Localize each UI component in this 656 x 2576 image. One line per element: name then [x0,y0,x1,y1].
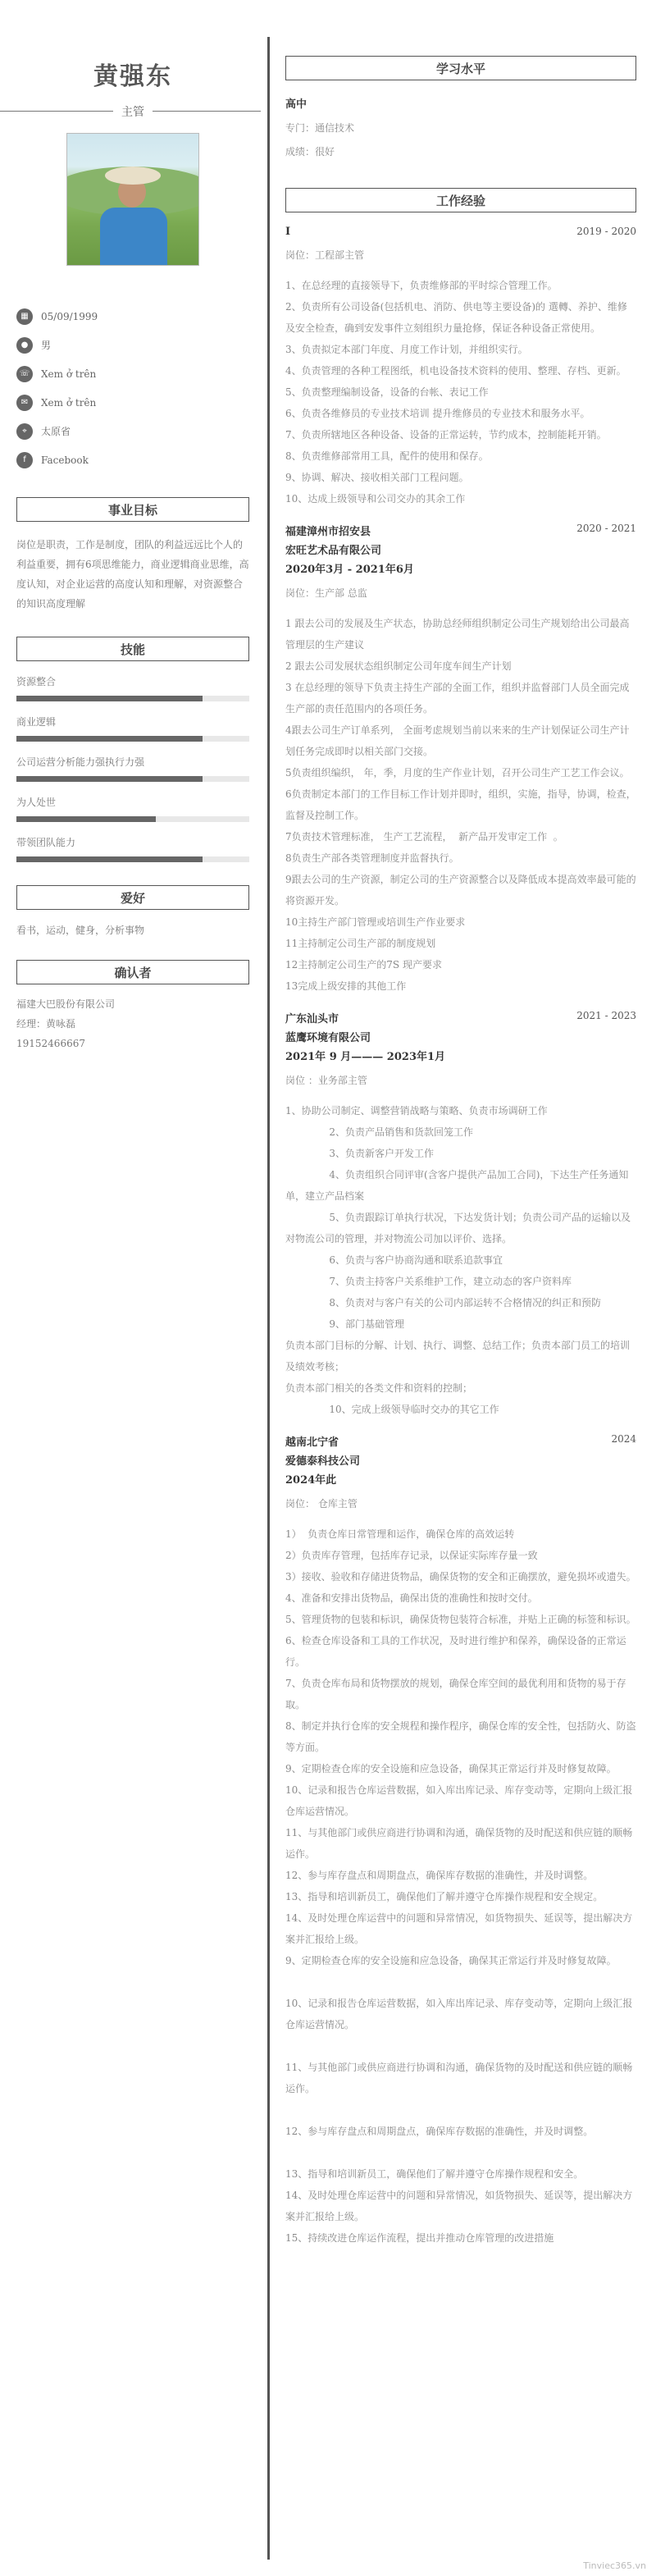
calendar-icon: ▦ [16,308,33,325]
reference-phone: 19152466667 [16,1038,85,1049]
skill-label: 商业逻辑 [16,716,57,728]
experience-title: 工作经验 [285,188,636,212]
hobbies-text: 看书，运动，健身，分析事物 [16,925,145,936]
job-period: 2020年3月 - 2021年6月 [285,564,414,576]
job-duty-line: 2 跟去公司发展状态组织制定公司年度车间生产计划 [285,660,512,672]
contact-value: Xem ở trên [41,368,97,380]
job-duty-line: 10、记录和报告仓库运营数据，如入库出库记录、库存变动等，定期向上级汇报仓库运营情况。 [285,1784,633,1817]
job-position: 岗位：工程部主管 [285,249,365,261]
job-duty-line: 4、负责组织合同评审(含客户提供产品加工合同)，下达生产任务通知单，建立产品档案 [285,1169,629,1202]
candidate-name: 黄强东 [93,62,172,91]
job-duty-line: 6负责制定本部门的工作目标工作计划并即时，组织，实施，指导，协调，检查，监督及控制工作。 [285,788,636,821]
job-duty-line: 9、定期检查仓库的安全设施和应急设备，确保其正常运行并及时修复故障。 [285,1955,617,1966]
skill-bar-fill [16,856,203,862]
education-title: 学习水平 [285,56,636,80]
contact-item [16,388,249,417]
gender-icon: ● [16,337,33,354]
job-duty-line: 7、负责所辖地区各种设备、设备的正常运转，节约成本，控制能耗开销。 [285,429,607,441]
skill-item [16,674,249,701]
skill-bar-fill [16,696,203,701]
job-dates: 2021 - 2023 [576,1010,636,1021]
job-duty-line: 5负责组织编织， 年，季，月度的生产作业计划，召开公司生产工艺工作会议。 [285,767,630,779]
job-location: 越南北宁省 [285,1436,339,1449]
job-duty-line: 1、协助公司制定、调整营销战略与策略、负责市场调研工作 [285,1105,548,1117]
job-duty-line: 12、参与库存盘点和周期盘点，确保库存数据的准确性，并及时调整。 [285,1870,594,1881]
job-position: 岗位：生产部 总监 [285,587,367,599]
job-duty-line: 2、负责产品销售和货款回笼工作 [285,1126,474,1138]
experience-list [285,226,636,2249]
job-period: 2021年 9 月——— 2023年1月 [285,1051,446,1063]
job-location: 广东汕头市 [285,1013,339,1025]
candidate-role: 主管 [113,103,153,120]
job-dates: 2024 [611,1433,636,1445]
avatar [66,133,199,266]
skill-bar [16,736,249,742]
email-icon: ✉ [16,395,33,411]
skill-bar-fill [16,776,203,782]
job-header [285,1010,636,1025]
skills-list [16,674,249,862]
job-company: 蓝鹰环境有限公司 [285,1032,371,1044]
objective-text: 岗位是职责，工作是制度，团队的利益远远比个人的利益重要，拥有6项思维能力，商业逻辑商业思维，高度认知，对企业运营的高度认知和理解，对资源整合的知识高度理解 [16,539,249,610]
skill-bar [16,856,249,862]
phone-icon: ☏ [16,366,33,382]
skill-item [16,755,249,782]
skill-label: 公司运营分析能力强执行力强 [16,756,145,768]
job-duty-line [285,1971,636,1993]
left-column [0,0,261,1053]
hobbies-title: 爱好 [16,885,249,910]
skills-title: 技能 [16,637,249,661]
job-duty-line: 9、部门基础管理 [285,1318,405,1330]
job-location: 福建漳州市招安县 [285,526,371,538]
right-column [285,0,636,2249]
reference-manager: 经理：黄咏磊 [16,1018,76,1030]
job-duty-line: 7、负责仓库布局和货物摆放的规划，确保仓库空间的最优利用和货物的易于存取。 [285,1678,626,1710]
job-duty-line: 7、负责主持客户关系维护工作，建立动态的客户资料库 [285,1276,572,1287]
job-duty-line: 9、定期检查仓库的安全设施和应急设备，确保其正常运行并及时修复故障。 [285,1763,617,1774]
job-duty-line: 10、完成上级领导临时交办的其它工作 [285,1404,499,1415]
job-period: 2024年此 [285,1474,337,1487]
job-header [285,226,636,238]
reference-title: 确认者 [16,960,249,984]
skill-bar [16,696,249,701]
job-duty-line: 3）接收、验收和存储进货物品，确保货物的安全和正确摆放，避免损坏或遗失。 [285,1571,636,1583]
job-duty-line: 9跟去公司的生产资源，制定公司的生产资源整合以及降低成本提高效率最可能的将资源开发。 [285,874,636,907]
job-duty-line: 11主持制定公司生产部的制度规划 [285,938,436,949]
job-description [285,613,636,997]
job-duty-line [285,2142,636,2163]
contact-value: Facebook [41,454,89,466]
job-duty-line: 15、持续改进仓库运作流程，提出并推动仓库管理的改进措施 [285,2232,554,2244]
job-duty-line: 10、记录和报告仓库运营数据，如入库出库记录、库存变动等，定期向上级汇报仓库运营情况。 [285,1998,633,2030]
education-major: 专门：通信技术 [285,122,355,134]
contact-item [16,417,249,445]
job-position: 岗位： 仓库主管 [285,1498,358,1510]
skill-label: 为人处世 [16,797,57,808]
job-duty-line: 负责本部门相关的各类文件和资料的控制； [285,1382,473,1394]
job-duty-line: 8负责生产部各类管理制度并监督执行。 [285,852,459,864]
job-duty-line: 1 跟去公司的发展及生产状态，协助总经师组织制定公司生产规划给出公司最高管理层的生产建议 [285,618,630,651]
job-duty-line: 7负责技术管理标准， 生产工艺流程， 新产品开发审定工作 。 [285,831,563,843]
job-duty-line: 12、参与库存盘点和周期盘点，确保库存数据的准确性，并及时调整。 [285,2126,594,2137]
skill-bar [16,816,249,822]
job-duty-line: 8、负责对与客户有关的公司内部运转不合格情况的纠正和预防 [285,1297,602,1309]
job-duty-line: 9、协调、解决、接收相关部门工程问题。 [285,472,469,483]
avatar-body [100,208,167,266]
job-duty-line: 11、与其他部门或供应商进行协调和沟通，确保货物的及时配送和供应链的顺畅运作。 [285,2062,633,2094]
contact-item [16,359,249,388]
job-company: 爱德泰科技公司 [285,1455,361,1468]
reference-company: 福建大巴股份有限公司 [16,998,116,1010]
column-divider [267,37,270,2560]
job-duty-line: 3 在总经理的领导下负责主持生产部的全面工作，组织并监督部门人员全面完成生产部的责任范围内的各项任务。 [285,682,630,715]
job-position: 岗位 ：业务部主管 [285,1075,367,1086]
job-company: 宏旺艺术品有限公司 [285,545,382,557]
avatar-hat [105,167,161,185]
job-description [285,1523,636,2249]
job-duty-line: 6、检查仓库设备和工具的工作状况，及时进行维护和保养，确保设备的正常运行。 [285,1635,626,1668]
contact-item [16,302,249,331]
job-duty-line: 6、负责与客户协商沟通和联系追款事宜 [285,1254,503,1266]
job-description [285,275,636,509]
contact-item [16,445,249,474]
contact-list [16,302,249,474]
objective-title: 事业目标 [16,497,249,522]
job-duty-line: 8、负责维修部常用工具，配件的使用和保存。 [285,450,489,462]
skill-bar-fill [16,816,156,822]
contact-item [16,331,249,359]
job-duty-line: 2、负责所有公司设备(包括机电、消防、供电等主要设备)的 選轉、养护、维修及安全检查，确到安发事件立刻组织力量抢修，保证各种设备正常使用。 [285,301,627,334]
contact-value: Xem ở trên [41,396,97,409]
job-duty-line: 11、与其他部门或供应商进行协调和沟通，确保货物的及时配送和供应链的顺畅运作。 [285,1827,633,1860]
job-duty-line: 3、负责拟定本部门年度、月度工作计划，并组织实行。 [285,344,528,355]
job-header [285,523,636,538]
job-duty-line: 14、及时处理仓库运营中的问题和异常情况，如货物损失、延误等，提出解决方案并汇报给上级。 [285,1912,633,1945]
skill-item [16,835,249,862]
job-duty-line: 12主持制定公司生产的7S 现产要求 [285,959,442,971]
job-duty-line: 5、负责跟踪订单执行状况，下达发货计划；负责公司产品的运输以及对物流公司的管理，并对物流公司加以评价、选择。 [285,1212,631,1245]
job-duty-line: 14、及时处理仓库运营中的问题和异常情况，如货物损失、延误等，提出解决方案并汇报给上级。 [285,2190,633,2222]
skill-item [16,795,249,822]
skill-item [16,715,249,742]
job-description [285,1100,636,1420]
education-school: 高中 [285,98,308,111]
job-duty-line: 4、准备和安排出货物品，确保出货的准确性和按时交付。 [285,1592,538,1604]
job-duty-line: 13、指导和培训新员工，确保他们了解并遵守仓库操作规程和安全规定。 [285,1891,604,1902]
skill-label: 资源整合 [16,676,57,687]
skill-bar [16,776,249,782]
skill-label: 带领团队能力 [16,837,76,848]
contact-value: 男 [41,340,52,351]
education-grade: 成绩：很好 [285,146,335,158]
job-duty-line: 负责本部门目标的分解、计划、执行、调整、总结工作；负责本部门员工的培训及绩效考核； [285,1340,631,1372]
job-duty-line [285,2099,636,2121]
job-duty-line: 8、制定并执行仓库的安全规程和操作程序，确保仓库的安全性，包括防火、防盗等方面。 [285,1720,636,1753]
contact-value: 太原省 [41,426,71,437]
job-duty-line: 13完成上级安排的其他工作 [285,980,407,992]
facebook-icon: f [16,452,33,468]
job-duty-line: 1） 负责仓库日常管理和运作，确保仓库的高效运转 [285,1528,515,1540]
reference-block [16,994,249,1053]
watermark: Tinviec365.vn [583,2560,646,2571]
job-duty-line: 3、负责新客户开发工作 [285,1148,435,1159]
job-location: I [285,226,291,238]
role-line [16,103,249,119]
job-dates: 2020 - 2021 [576,523,636,534]
job-duty-line: 2）负责库存管理，包括库存记录，以保证实际库存量一致 [285,1550,538,1561]
job-duty-line: 13、指导和培训新员工，确保他们了解并遵守仓库操作规程和安全。 [285,2168,584,2180]
skill-bar-fill [16,736,203,742]
location-icon: ⌖ [16,423,33,440]
job-duty-line: 6、负责各维修员的专业技术培训 提升维修员的专业技术和服务水平。 [285,408,590,419]
job-header [285,1433,636,1449]
contact-value: 05/09/1999 [41,310,98,322]
job-duty-line: 5、负责整理编制设备，设备的台帐、表记工作 [285,386,489,398]
job-dates: 2019 - 2020 [576,226,636,237]
job-duty-line: 10主持生产部门管理或培训生产作业要求 [285,916,466,928]
job-duty-line: 5、管理货物的包装和标识，确保货物包装符合标准，并贴上正确的标签和标识。 [285,1614,636,1625]
job-duty-line: 1、在总经理的直接领导下，负责维修部的平时综合管理工作。 [285,280,558,291]
job-duty-line: 4、负责管理的各种工程图纸，机电设备技术资料的使用、整理、存档、更新。 [285,365,626,377]
job-duty-line [285,2035,636,2057]
job-duty-line: 10、达成上级领导和公司交办的其余工作 [285,493,466,505]
job-duty-line: 4跟去公司生产订单系列， 全面考虑规划当前以来来的生产计划保证公司生产计划任务完成即时以相关部门交接。 [285,724,630,757]
